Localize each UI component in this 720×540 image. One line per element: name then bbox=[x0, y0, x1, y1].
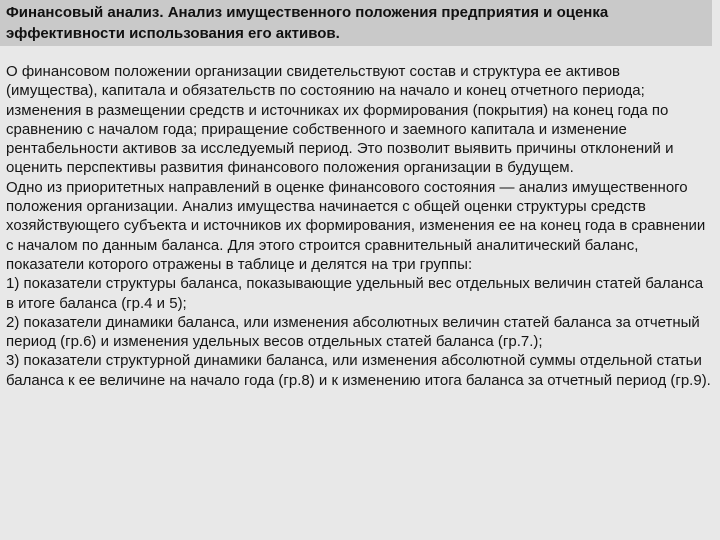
list-item-structure-indicators: 1) показатели структуры баланса, показывающие удельный вес отдельных величин статей баланса в итоге баланса (гр.4 и 5); bbox=[6, 275, 704, 312]
paragraph-property-analysis: Одно из приоритетных направлений в оценке финансового состояния — анализ имущественного положения организации. Анализ имуществa начинается с общей оценки структуры средств хозяйствующего субъекта и источников их формирования, изменения ее на конец года в сравнении с началом по данным баланса. Для этого строится сравнительный аналитический баланс, показатели которого отражены в таблице и делятся на три группы: bbox=[6, 178, 706, 273]
list-item-dynamics-indicators: 2) показатели динамики баланса, или изменения абсолютных величин статей баланса за отчетный период (гр.6) и изменения удельных весов отдельных статей баланса (гр.7.); bbox=[6, 313, 700, 351]
slide-header bbox=[0, 0, 712, 46]
slide-title: Финансовый анализ. Анализ имущественного положения предприятия и оценка эффективности использования его активов. bbox=[6, 4, 609, 42]
list-item-structural-dynamics-indicators: 3) показатели структурной динамики баланса, или изменения абсолютной суммы отдельной статьи баланса к ее величине на начало года (гр.8) и к изменению итога баланса за отчетный период (гр.9). bbox=[6, 352, 711, 389]
paragraph-financial-position: О финансовом положении организации свидетельствуют состав и структура ее активов (имущества), капитала и обязательств по состоянию на начало и конец отчетного периода; изменения в размещении средств и источниках их формирования (покрытия) на конец года по сравнению с началом года; приращение собственного и заемного капитала и изменение рентабельности активов за исследуемый период. Это позволит выявить причины отклонений и оценить перспективы развития финансового положения организации в будущем. bbox=[6, 63, 674, 177]
slide-body bbox=[6, 62, 712, 390]
